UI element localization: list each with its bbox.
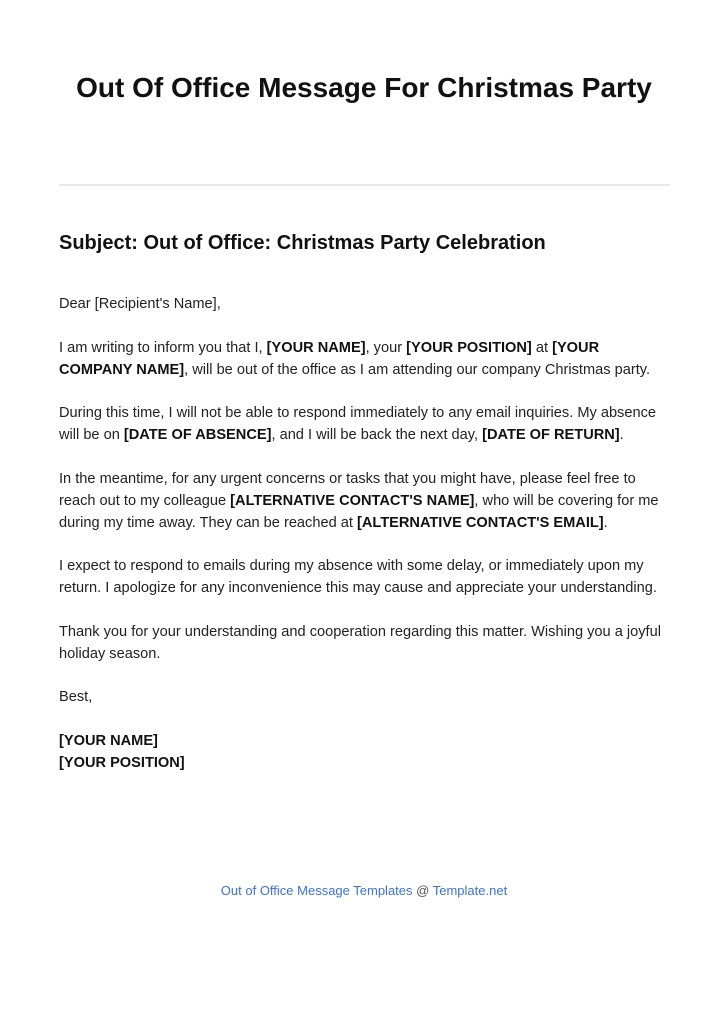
signature-name: [YOUR NAME] <box>59 732 158 749</box>
text: at <box>531 339 553 356</box>
text: , your <box>365 339 407 356</box>
placeholder-date-return: [DATE OF RETURN] <box>482 427 620 443</box>
greeting: Dear [Recipient's Name], <box>59 296 221 312</box>
text: I am writing to inform you that I, <box>59 339 267 356</box>
text: During this time, I will not be able to respond immediately to any email inquiries. My absence will be on <box>59 405 657 443</box>
placeholder-name: [YOUR NAME] <box>266 339 366 356</box>
footer <box>0 883 728 898</box>
placeholder-contact-name: [ALTERNATIVE CONTACT'S NAME] <box>230 492 475 509</box>
signature-position: [YOUR POSITION] <box>59 754 185 771</box>
placeholder-company: [YOUR COMPANY NAME] <box>59 339 600 378</box>
text: , will be out of the office as I am attending our company Christmas party. <box>184 361 651 378</box>
placeholder-contact-email: [ALTERNATIVE CONTACT'S EMAIL] <box>356 514 604 531</box>
paragraph-contact <box>59 468 671 534</box>
paragraph-absence <box>59 402 671 446</box>
placeholder-position: [YOUR POSITION] <box>406 339 532 356</box>
text: In the meantime, for any urgent concerns or tasks that you might have, please feel free to reach out to my colleague <box>59 470 636 509</box>
letter-body <box>59 293 671 795</box>
paragraph-thanks: Thank you for your understanding and cooperation regarding this matter. Wishing you a joyful holiday season. <box>59 623 661 662</box>
text: . <box>619 427 624 443</box>
text: , who will be covering for me during my time away. They can be reached at <box>59 492 659 531</box>
template-net-link[interactable]: Template.net <box>432 883 508 898</box>
paragraph-expectation: I expect to respond to emails during my absence with some delay, or immediately upon my return. I apologize for any inconvenience this may cause and appreciate your understanding. <box>59 558 657 596</box>
at-symbol: @ <box>416 883 430 898</box>
text: . <box>603 514 608 531</box>
paragraph-intro <box>59 337 671 381</box>
placeholder-date-absence: [DATE OF ABSENCE] <box>123 427 272 443</box>
divider <box>59 184 670 186</box>
signature <box>59 730 671 774</box>
templates-link[interactable]: Out of Office Message Templates <box>220 883 413 898</box>
email-subject: Subject: Out of Office: Christmas Party Celebration <box>59 232 546 254</box>
document-title: Out Of Office Message For Christmas Party <box>76 72 652 103</box>
closing: Best, <box>59 689 93 705</box>
text: , and I will be back the next day, <box>271 427 483 443</box>
